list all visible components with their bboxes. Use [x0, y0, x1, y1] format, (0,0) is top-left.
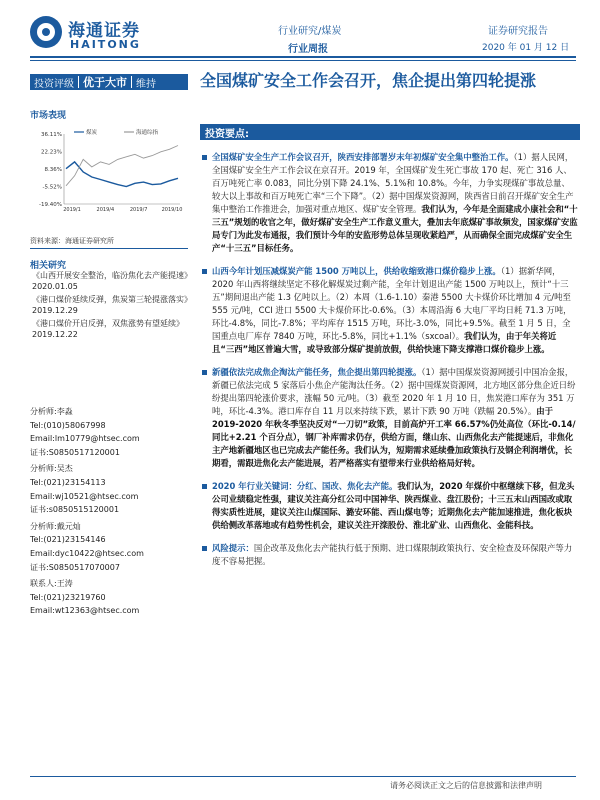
report-title: 全国煤矿安全工作会召开，焦企提出第四轮提涨 — [200, 71, 537, 90]
analyst-contact-line: Email:wt12363@htsec.com — [30, 606, 140, 616]
key-points-heading: 投资要点: — [205, 129, 249, 140]
key-point-headline: 2020 年行业关键词：分红、国改、焦化去产能。 — [212, 481, 398, 491]
analyst-name: 联系人:王涛 — [30, 579, 73, 589]
chart-legend-label: 海通综指 — [136, 130, 159, 136]
logo-en-text: HAITONG — [70, 38, 141, 51]
key-point-headline: 新疆依法完成焦企淘汰产能任务，焦企提出第四轮提涨。 — [212, 367, 422, 377]
market-performance-chart — [30, 126, 188, 222]
market-performance-heading: 市场表现 — [30, 111, 67, 121]
investment-rating — [30, 74, 188, 90]
analyst-contact-line: Email:lm10779@htsec.com — [30, 434, 140, 444]
chart-y-tick-label: 22.23% — [41, 149, 62, 156]
key-point-paragraph — [202, 542, 578, 568]
report-category: 行业研究/煤炭 — [278, 26, 342, 37]
key-point-paragraph — [202, 480, 578, 532]
analyst-contacts — [30, 405, 188, 621]
related-research-item: 《港口煤价延续反弹，焦炭第三轮提涨落实》2019.12.29 — [32, 295, 188, 315]
key-point-headline: 风险提示： — [212, 543, 254, 553]
key-point-text: （1）据人民网，全国煤矿安全生产工作会议在京召开。2019 年，全国煤矿发生死亡事故 170 起、死亡 316 人、百万吨死亡率 0.083，同比分别下降 24.1%、5.1%和 10.8%。今年，力争实现煤矿事故总量、较大以上事故和百万吨死亡率“三个下降”。（2）据中国煤炭资源网，陕西省日前召开煤矿安全生产集中整治工作推进会，加强对重点地区、煤矿安全管理。 — [212, 152, 574, 214]
chart-y-tick-label: 36.11% — [41, 132, 62, 138]
analyst-contact-line: Email:wj10521@htsec.com — [30, 491, 139, 501]
analyst-contact-line: Tel:(010)58067998 — [30, 420, 106, 430]
header-divider-thin — [30, 60, 576, 61]
header-divider — [30, 56, 576, 58]
key-point-paragraph — [202, 151, 578, 255]
analyst-contact-line: Email:dyc10422@htsec.com — [30, 548, 144, 558]
analyst-contact-line: Tel:(021)23219760 — [30, 592, 106, 602]
chart-y-tick-label: -5.52% — [42, 184, 62, 191]
analyst-contact-line: 证书:S0850517120001 — [30, 447, 120, 457]
key-point-conclusion: 由于 2019-2020 年秋冬季坚决反对“一刀切”政策，目前高炉开工率 66.57%仍处高位（环比-0.14/同比+2.21 个百分点），钢厂补库需求仍存，供给方面，继山东、山西焦化去产能提速后，非焦化主产地新疆地区也已完成去产能任务。我们认为，短期需求延续叠加政策执行及钢企利润增优，长期看，需跟进焦化去产能进展，若严格落实有望带来行业供给格局好转。 — [212, 406, 576, 468]
analyst-contact-line: 证书:s0850515120001 — [30, 505, 120, 515]
haitong-logo-icon — [30, 16, 62, 48]
chart-x-tick-label: 2019/4 — [96, 207, 115, 213]
analyst-contact-line: Tel:(021)23154146 — [30, 535, 106, 545]
rating-label: 投资评级 — [34, 78, 74, 90]
key-point-paragraph — [202, 265, 578, 356]
analyst-name: 分析师:戴元灿 — [30, 521, 81, 531]
chart-series-line-index — [66, 146, 178, 186]
analyst-name: 分析师:吴杰 — [30, 464, 73, 474]
key-point-conclusion: 我们认为，由于年关将近且“三西”地区普遍大雪，或导致部分煤矿提前放假，供给快速下降支撑港口煤价稳步上涨。 — [212, 331, 557, 354]
report-label: 证券研究报告 — [488, 26, 548, 37]
key-point-text: 国企改革及焦化去产能执行低于预期、进口煤限制政策执行、安全检查及环保限产等力度不容易把握。 — [212, 543, 573, 566]
chart-series-line-coal — [66, 162, 178, 187]
analyst-contact-line: Tel:(021)23154113 — [30, 477, 106, 487]
sidebar-divider — [30, 248, 188, 249]
logo-cn-text: 海通证券 — [68, 21, 140, 41]
key-point-conclusion: 我们认为，2020 年煤价中枢继续下移，但龙头公司业绩稳定性强，建议关注高分红公司中国神华、陕西煤业、盘江股份；十三五末山西国改或取得实质性进展，建议关注山煤国际、潞安环能、西山煤电等；近期焦化去产能加速推进，焦化板块供给侧改革落地或有趋势性机会，建议关注开滦股份、淮北矿业、山西焦化、金能科技。 — [212, 481, 575, 530]
report-type: 行业周报 — [288, 44, 328, 55]
rating-value: 优于大市 — [83, 76, 127, 89]
chart-source: 资料来源：海通证券研究所 — [30, 237, 114, 245]
chart-y-tick-label: -19.40% — [39, 202, 62, 208]
haitong-logo — [30, 14, 170, 54]
analyst-name: 分析师:李淼 — [30, 407, 73, 416]
chart-x-tick-label: 2019/7 — [129, 207, 148, 213]
related-research-item: 《港口煤价开启反弹，双焦涨势有望延续》2019.12.22 — [32, 319, 184, 339]
report-date: 2020 年 01 月 12 日 — [482, 43, 570, 53]
key-point-headline: 全国煤矿安全生产工作会议召开，陕西安排部署岁末年初煤矿安全集中整治工作。 — [212, 152, 514, 162]
related-research-heading: 相关研究 — [30, 261, 67, 271]
analyst-contact-line: 证书:S0850517070007 — [30, 562, 120, 572]
chart-y-tick-label: 8.36% — [44, 167, 62, 173]
key-points-banner — [200, 124, 580, 140]
key-point-headline: 山西今年计划压减煤炭产能 1500 万吨以上，供给收缩致港口煤价稳步上涨。 — [212, 266, 501, 276]
footer-divider — [30, 776, 576, 777]
chart-legend-label: 煤炭 — [86, 130, 98, 136]
related-research-item: 《山西开展安全整治，临汾焦化去产能提速》2020.01.05 — [32, 271, 188, 291]
key-point-conclusion: 我们认为，今年是全面建成小康社会和“十三五”规划的收官之年，做好煤矿安全生产工作意义重大，叠加去年底煤矿事故频发，国家煤矿安监局专门为此发布通报，我们预计今年的安监形势总体呈现收紧趋严，从而确保全面完成煤矿安全生产“十三五”目标任务。 — [212, 204, 578, 253]
chart-x-tick-label: 2019/10 — [161, 207, 183, 213]
footer-disclaimer: 请务必阅读正文之后的信息披露和法律声明 — [390, 781, 542, 790]
related-research-list — [32, 270, 188, 342]
key-point-paragraph — [202, 366, 578, 470]
rating-status: 维持 — [136, 78, 156, 90]
key-point-text: （1）据新华网，2020 年山西将继续坚定不移化解煤炭过剩产能，全年计划退出产能 1500 万吨以上，预计“十三五”期间退出产能 1.3 亿吨以上。（2）本周（1.6-1.10）秦港 5500 大卡煤价环比增加 4 元/吨至 555 元/吨，CCI 进口 5500 大卡煤价环比-0.6%。（3）本周沿海 6 大电厂平均日耗 71.3 万吨，环比-4.8%，同比-7.8%；平均库存 1515 万吨，环比-3.0%，同比+9.5%。截至 1 月 5 日，全国重点电厂库存 7840 万吨，环比-5.8%，同比+1.1%（sxcoal）。 — [212, 266, 572, 341]
chart-x-tick-label: 2019/1 — [63, 207, 81, 213]
key-point-text: （1）据中国煤炭资源网援引中国冶金报，新疆已依法完成 5 家落后小焦企产能淘汰任务。（2）据中国煤炭资源网，北方地区部分焦企近日纷纷提出第四轮涨价要求，涨幅 50 元/吨。（3）截至 2020 年 1 月 10 日，焦炭港口库存为 351 万吨，环比-4.3%。港口库存自 11 月以来持续下跌，累计下跌 90 万吨（跌幅 20.5%）。 — [212, 367, 576, 416]
key-points-body — [202, 151, 578, 578]
